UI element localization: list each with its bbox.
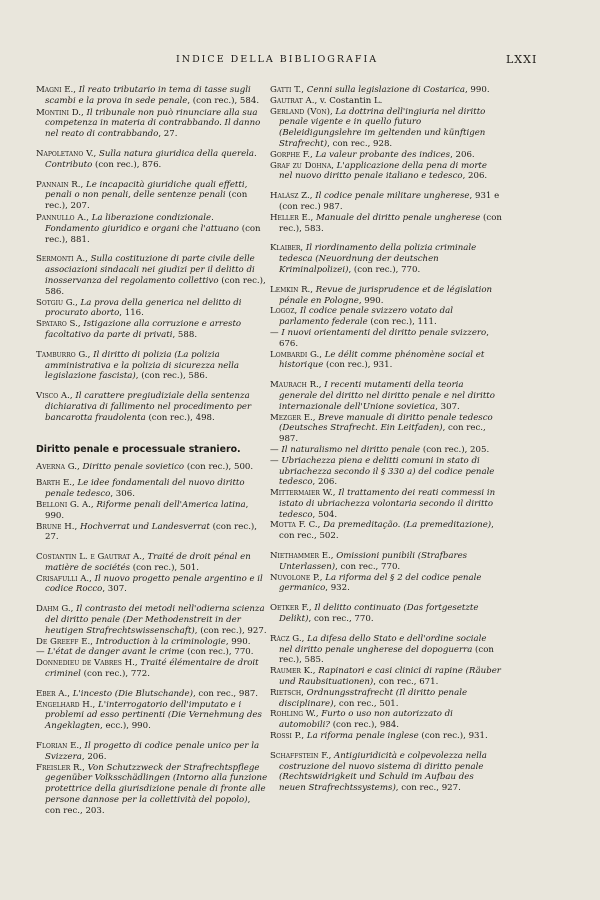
entry-title: Istigazione alla corruzione e arresto facoltativo da parte di privati — [45, 319, 242, 340]
bib-entry: Tamburro G., Il diritto di polizia (La polizia amministrativa e la polizia di sicurezza nella legislazione fascista), (con rec.), 586. — [36, 349, 240, 382]
entry-note: , 306. — [110, 489, 135, 500]
bib-entry — [270, 328, 502, 350]
entry-note: , con rec., 927. — [395, 783, 461, 794]
bib-entry: Pannain R., Le incapacità giuridiche quali effetti, penali o non penali, delle sentenze penali (con rec.), 207. — [36, 179, 248, 212]
entry-title: Manuale del diritto penale ungherese — [315, 212, 481, 223]
entry-author: Rácz G. — [270, 633, 302, 644]
entry-author: Barth E. — [36, 478, 73, 489]
entry-author: Logoz — [270, 306, 295, 317]
entry-note: , 206. — [81, 751, 107, 762]
entry-title: Il diritto di polizia (La polizia amministrativa e la polizia di sicurezza nella legislazione fascista) — [45, 349, 240, 382]
bib-entry: Crisafulli A., Il nuovo progetto penale argentino e il codice Rocco, 307. — [36, 573, 263, 595]
bib-entry: Lemkin R., Revue de jurisprudence et de législation pénale en Pologne, 990. — [270, 284, 493, 306]
entry-note: (con rec.), 876. — [92, 159, 162, 170]
entry-note: , 932. — [325, 583, 350, 594]
entry-author: Rossi P. — [270, 731, 302, 742]
entry-author: — — [270, 327, 279, 338]
entry-note: (con rec.), 984. — [329, 720, 399, 731]
entry-author: Averna G. — [36, 461, 78, 472]
entry-note: (con rec.), 501. — [130, 562, 200, 573]
bib-entry — [270, 96, 502, 107]
entry-title: Il progetto di codice penale unico per la Svizzera — [45, 741, 260, 762]
entry-author: Eber A. — [36, 688, 68, 699]
entry-note: , con rec., 928. — [327, 138, 393, 149]
entry-note: (con rec.), 583. — [279, 212, 502, 234]
entry-title: Diritto penale sovietico — [82, 461, 185, 472]
section-heading: Diritto penale e processuale straniero. — [36, 443, 241, 455]
entry-author: Tamburro G. — [36, 349, 88, 360]
entry-note: , 990. — [225, 636, 251, 647]
bib-entry: Graf zu Dohna, L'applicazione della pena di morte nel nuovo diritto penale italiano e tedesco, 206. — [270, 160, 488, 182]
bib-entry: Sermonti A., Sulla costituzione di parte civile delle associazioni sindacali nei giudizi per il delitto di inosservanza del regolamento collettivo (con rec.), 586. — [36, 254, 266, 297]
entry-note: , con rec., 770. — [308, 614, 374, 625]
entry-title: I nuovi orientamenti del diritto penale svizzero — [281, 327, 487, 338]
bib-entry: De Greeff E., Introduction à la criminologie, 990. — [36, 636, 251, 647]
entry-title: Il codice penale militare ungherese — [315, 191, 470, 202]
entry-author: Klaiber — [270, 243, 301, 254]
header-title: INDICE DELLA BIBLIOGRAFIA — [176, 54, 379, 65]
entry-title: Il carattere pregiudiziale della sentenza dichiarativa di fallimento nel procedimento per bancarotta fraudolenta — [45, 391, 252, 423]
entry-title: Rapinatori e casi clinici di rapine (Räuber und Raubsituationen) — [279, 666, 501, 688]
bib-entry: Mittermaier W., Il trattamento dei reati commessi in istato di ubriachezza volontaria secondo il diritto tedesco, 504. — [270, 488, 496, 520]
entry-title: Revue de jurisprudence et de législation pénale en Pologne — [279, 284, 493, 306]
entry-author: Crisafulli A. — [36, 573, 90, 584]
entry-note: , 206. — [450, 149, 475, 160]
bib-entry: Gatti T., Cenni sulla legislazione di Costarica, 990. — [270, 85, 490, 95]
entry-note: (con rec.), 27. — [45, 521, 258, 543]
entry-title: Il riordinamento della polizia criminale tedesca (Neuordnung der deutschen Kriminalpolizei) — [279, 243, 477, 275]
entry-note: , con rec., 671. — [373, 677, 439, 688]
entry-note: , (con rec.), 586. — [135, 371, 208, 382]
entry-title: Il nuovo progetto penale argentino e il codice Rocco — [45, 573, 263, 595]
bib-entry: Averna G., Diritto penale sovietico (con rec.), 500. — [36, 461, 254, 472]
entry-author: Lombardi G. — [270, 349, 320, 360]
bib-entry: Engelhard H., L'interrogatorio dell'imputato e i problemi ad esso pertinenti (Die Vernehmung des Angeklagten, ecc.), 990. — [36, 699, 262, 732]
entry-author: Niethammer E. — [270, 551, 331, 562]
entry-author: Rietsch — [270, 687, 302, 698]
entry-note: , con rec., 987. — [279, 423, 486, 445]
entry-title: Traité élémentaire de droit criminel — [45, 658, 259, 680]
entry-author: Dahm G. — [36, 604, 71, 615]
entry-title: Traité de droit pénal en matière de sociétés — [45, 552, 251, 573]
entry-author: — — [270, 455, 279, 466]
entry-author: Montini D. — [36, 107, 82, 118]
entry-title: Il delitto continuato (Das fortgesetzte Delikt) — [279, 603, 479, 625]
bib-entry — [270, 445, 502, 456]
entry-title: La riforma penale inglese — [306, 731, 419, 742]
entry-author: Gatti T. — [270, 85, 302, 95]
entry-title: La valeur probante des indices — [315, 149, 451, 160]
entry-note: , (con rec.), 927. — [194, 625, 267, 636]
entry-title: La dottrina dell'ingiuria nel diritto penale vigente e in quello futuro (Beleidigungslehre im geltenden und künftigen Strafrecht) — [279, 106, 486, 149]
entry-title: Sulla costituzione di parte civile delle associazioni sindacali nei giudizi per il delitto di inosservanza del regolamento collettivo — [45, 254, 255, 286]
entry-note: , 990. — [45, 499, 249, 521]
bib-entry: Magni E., Il reato tributario in tema di tasse sugli scambi e la prova in sede penale, (con rec.), 584. — [36, 85, 260, 106]
bib-entry: Florian E., Il progetto di codice penale unico per la Svizzera, 206. — [36, 741, 260, 762]
bib-entry: Gorphe F., La valeur probante des indices, 206. — [270, 149, 475, 160]
entry-note: , con rec., 770. — [335, 561, 401, 572]
entry-author: Magni E. — [36, 85, 74, 95]
entry-title: Riforme penali dell'America latina — [96, 499, 246, 510]
entry-note: , 307. — [435, 401, 460, 412]
entry-note: , ecc.), 990. — [99, 721, 151, 732]
bib-entry: Niethammer E., Omissioni punibili (Strafbares Unterlassen), con rec., 770. — [270, 551, 468, 572]
entry-title: Von Schutzzweck der Strafrechtspflege gegenüber Volksschädlingen (Intorno alla funzione protettrice della giurisdizione penale di fronte alle persone dannose per la collettività del popolo) — [45, 762, 268, 806]
entry-title: Il tribunale non può rinunciare alla sua competenza in materia di contrabbando. Il danno nel reato di contrabbando — [45, 107, 261, 140]
entry-title: Il trattamento dei reati commessi in istato di ubriachezza volontaria secondo il diritto tedesco — [279, 488, 496, 520]
entry-author: Lemkin R. — [270, 284, 311, 295]
entry-note: (con rec.), 585. — [279, 644, 494, 666]
entry-note: , 990. — [358, 295, 384, 306]
bib-entry — [36, 647, 268, 658]
entry-author: Rohling W. — [270, 709, 316, 720]
entry-note: (con rec.), 207. — [45, 190, 248, 212]
entry-title: Omissioni punibili (Strafbares Unterlassen) — [279, 551, 468, 572]
entry-title: Sulla natura giuridica della querela. Contributo — [45, 148, 257, 170]
entry-author: Gerland (Von) — [270, 106, 330, 117]
entry-note: , 206. — [462, 171, 488, 182]
bib-entry: Klaiber, Il riordinamento della polizia criminale tedesca (Neuordnung der deutschen Kriminalpolizei), (con rec.), 770. — [270, 243, 477, 275]
bib-entry: Napoletano V., Sulla natura giuridica della querela. Contributo (con rec.), 876. — [36, 148, 257, 170]
bib-entry: Mezger E., Breve manuale di diritto penale tedesco (Deutsches Strafrecht. Ein Leitfaden), con rec., 987. — [270, 412, 493, 445]
bib-entry: Sotgiu G., La prova della generica nel delitto di procurato aborto, 116. — [36, 297, 242, 319]
bib-entry: Motta F. C., Da premeditação. (La premeditazione), con rec., 502. — [270, 520, 494, 542]
entry-title: L'applicazione della pena di morte nel nuovo diritto penale italiano e tedesco — [279, 160, 487, 182]
entry-title: Il reato tributario in tema di tasse sugli scambi e la prova in sede penale — [45, 85, 251, 106]
entry-author: Costantin L. e Gautrat A. — [36, 552, 142, 563]
entry-note: (con rec.), 881. — [45, 223, 261, 245]
entry-title: Il naturalismo nel diritto penale — [281, 444, 421, 455]
entry-author: Heller E. — [270, 212, 311, 223]
entry-title: L'interrogatorio dell'imputato e i problemi ad esso pertinenti (Die Vernehmung des Angeklagten — [45, 699, 262, 732]
bib-entry: Donnedieu de Vabres H., Traité élémentaire de droit criminel (con rec.), 772. — [36, 658, 259, 680]
entry-title: L'incesto (Die Blutschande) — [72, 688, 193, 699]
entry-title: Le délit comme phénomène social et historique — [279, 349, 485, 371]
entry-title: Ubriachezza piena e delitti comuni in stato di ubriachezza secondo il § 330 a) del codice penale tedesco — [279, 455, 495, 488]
entry-author: Sotgiu G. — [36, 297, 76, 308]
entry-author: Mittermaier W. — [270, 488, 333, 499]
entry-author: Gautrat A. — [270, 95, 315, 106]
entry-note: , 588. — [172, 329, 198, 340]
entry-note: , 27. — [158, 129, 178, 140]
entry-title: I recenti mutamenti della teoria generale del diritto nel diritto penale e nel diritto internazionale dell'Unione sovietica — [279, 380, 495, 412]
bib-entry: Rohling W., Furto o uso non autorizzato di automobili? (con rec.), 984. — [270, 709, 453, 731]
bib-entry: Rácz G., La difesa dello Stato e dell'ordine sociale nel diritto penale ungherese del dopoguerra (con rec.), 585. — [270, 633, 494, 666]
bib-entry: Oetker F., Il delitto continuato (Das fortgesetzte Delikt), con rec., 770. — [270, 603, 479, 625]
entry-author: Maurach R. — [270, 380, 319, 391]
bib-entry: Raumer K., Rapinatori e casi clinici di rapine (Räuber und Raubsituationen), con rec., 671. — [270, 666, 501, 688]
entry-author: Brune H. — [36, 521, 75, 532]
running-header — [0, 54, 600, 68]
bib-entry: Brune H., Hochverrat und Landesverrat (con rec.), 27. — [36, 521, 258, 543]
bib-entry: Dahm G., Il contrasto dei metodi nell'odierna scienza del diritto penale (Der Methodenstreit in der heutigen Strafrechtswissenschaft), (con rec.), 927. — [36, 604, 267, 636]
entry-author: — — [36, 647, 45, 658]
bib-entry: Barth E., Le idee fondamentali del nuovo diritto penale tedesco, 306. — [36, 478, 245, 500]
entry-note: , 676. — [279, 327, 489, 349]
bib-entry: Lombardi G., Le délit comme phénomène social et historique (con rec.), 931. — [270, 349, 485, 371]
entry-author: Mezger E. — [270, 412, 313, 423]
right-column — [270, 85, 502, 794]
entry-note: (con rec.), 770. — [184, 647, 254, 658]
entry-author: Donnedieu de Vabres H. — [36, 658, 135, 669]
entry-author: Nuvolone P. — [270, 572, 320, 583]
bib-entry: Rietsch, Ordnungsstrafrecht (Il diritto penale disciplinare), con rec., 501. — [270, 687, 468, 709]
entry-author: — — [270, 444, 279, 455]
entry-title: Introduction à la criminologie — [95, 636, 226, 647]
entry-title: Furto o uso non autorizzato di automobili? — [279, 709, 453, 731]
entry-title: L'état de danger avant le crime — [47, 647, 185, 658]
entry-author: Motta F. C. — [270, 520, 318, 531]
page-number: LXXI — [506, 53, 538, 66]
entry-author: Pannullo A. — [36, 212, 87, 223]
bib-entry: Freisler R., Von Schutzzweck der Strafrechtspflege gegenüber Volksschädlingen (Intorno alla funzione protettrice della giurisdizione penale di fronte alle persone dannose per la collettività del popolo), con rec., 203. — [36, 762, 268, 816]
entry-note: , (con rec.), 584. — [187, 95, 260, 106]
entry-note: , con rec., 203. — [45, 795, 251, 816]
entry-title: Le idee fondamentali del nuovo diritto penale tedesco — [45, 478, 245, 500]
left-column — [36, 85, 268, 817]
entry-author: Halász Z. — [270, 191, 310, 202]
entry-author: Visco A. — [36, 391, 70, 402]
bib-entry: Schaffstein F., Antigiuridicità e colpevolezza nella costruzione del nuovo sistema di diritto penale (Rechtswidrigkeit und Schuld im Aufbau des neuen Strafrechtssystems), con rec., 927. — [270, 750, 487, 794]
bib-entry: Visco A., Il carattere pregiudiziale della sentenza dichiarativa di fallimento nel procedimento per bancarotta fraudolenta (con rec.), 498. — [36, 391, 252, 423]
entry-title: Cenni sulla legislazione di Costarica — [306, 85, 465, 95]
entry-note: , 931 e (con rec.) 987. — [279, 191, 500, 212]
entry-title: Il codice penale svizzero votato dal parlamento federale — [279, 306, 454, 328]
entry-note: , 307. — [102, 584, 127, 595]
entry-title: Antigiuridicità e colpevolezza nella costruzione del nuovo sistema di diritto penale (Rechtswidrigkeit und Schuld im Aufbau des neuen Strafrechtssystems) — [279, 750, 487, 794]
entry-author: De Greeff E. — [36, 636, 91, 647]
entry-title: Il contrasto dei metodi nell'odierna scienza del diritto penale (Der Methodenstreit in der heutigen Strafrechtswissenschaft) — [45, 604, 265, 636]
bib-entry: Rossi P., La riforma penale inglese (con rec.), 931. — [270, 731, 488, 742]
entry-title: La riforma del § 2 del codice penale germanico — [279, 572, 482, 594]
entry-note: , v. Costantin L. — [314, 95, 383, 106]
entry-title: La prova della generica nel delitto di procurato aborto — [45, 297, 242, 319]
entry-title: Ordnungsstrafrecht (Il diritto penale disciplinare) — [279, 687, 468, 709]
entry-author: Sermonti A. — [36, 254, 86, 265]
bib-entry: Logoz, Il codice penale svizzero votato dal parlamento federale (con rec.), 111. — [270, 306, 454, 328]
entry-title: Le incapacità giuridiche quali effetti, penali o non penali, delle sentenze penali — [45, 179, 248, 201]
entry-author: Belloni G. A. — [36, 499, 91, 510]
bib-entry: Spataro S., Istigazione alla corruzione e arresto facoltativo da parte di privati, 588. — [36, 319, 242, 340]
entry-note: (con rec.), 931. — [323, 360, 393, 371]
entry-title: La difesa dello Stato e dell'ordine sociale nel diritto penale ungherese del dopoguerra — [279, 633, 487, 655]
entry-note: , 504. — [312, 509, 338, 520]
entry-title: La liberazione condizionale. Fondamento giuridico e organi che l'attuano — [45, 212, 239, 234]
entry-author: Florian E. — [36, 741, 80, 752]
entry-note: , 990. — [464, 85, 490, 95]
entry-author: Schaffstein F. — [270, 750, 329, 761]
bib-entry — [270, 456, 502, 488]
bib-entry: Gerland (Von), La dottrina dell'ingiuria nel diritto penale vigente e in quello futuro (Beleidigungslehre im geltenden und künftigen Strafrecht), con rec., 928. — [270, 106, 486, 149]
entry-note: (con rec.), 498. — [145, 412, 215, 423]
entry-note: , con rec., 987. — [192, 688, 259, 699]
bib-entry: Heller E., Manuale del diritto penale ungherese (con rec.), 583. — [270, 212, 502, 234]
entry-title: Hochverrat und Landesverrat — [79, 521, 210, 532]
entry-author: Gorphe F. — [270, 149, 311, 160]
entry-note: , con rec., 501. — [333, 698, 399, 709]
entry-author: Spataro S. — [36, 319, 78, 330]
bib-entry: Halász Z., Il codice penale militare ungherese, 931 e (con rec.) 987. — [270, 191, 500, 212]
entry-author: Graf zu Dohna — [270, 160, 332, 171]
entry-note: (con rec.), 205. — [420, 444, 490, 455]
bib-entry: Eber A., L'incesto (Die Blutschande), con rec., 987. — [36, 688, 259, 699]
entry-note: , (con rec.), 770. — [348, 264, 421, 275]
bib-entry: Belloni G. A., Riforme penali dell'America latina, 990. — [36, 499, 249, 521]
bib-entry: Nuvolone P., La riforma del § 2 del codice penale germanico, 932. — [270, 572, 482, 594]
bib-entry: Costantin L. e Gautrat A., Traité de droit pénal en matière de sociétés (con rec.), 501. — [36, 552, 251, 573]
entry-note: , 116. — [119, 308, 144, 319]
entry-note: , 206. — [312, 477, 338, 488]
entry-author: Pannain R. — [36, 179, 81, 190]
entry-note: (con rec.), 111. — [367, 317, 437, 328]
entry-title: Breve manuale di diritto penale tedesco (Deutsches Strafrecht. Ein Leitfaden) — [279, 412, 493, 434]
entry-note: (con rec.), 772. — [80, 669, 150, 680]
bib-entry: Pannullo A., La liberazione condizionale. Fondamento giuridico e organi che l'attuano (con rec.), 881. — [36, 212, 261, 245]
entry-note: (con rec.), 931. — [418, 731, 488, 742]
entry-note: (con rec.), 586. — [45, 275, 266, 297]
entry-author: Oetker F. — [270, 603, 309, 614]
entry-note: , con rec., 502. — [279, 520, 494, 542]
entry-author: Raumer K. — [270, 666, 313, 677]
entry-title: Da premeditação. (La premeditazione) — [323, 520, 492, 531]
bib-entry: Maurach R., I recenti mutamenti della teoria generale del diritto nel diritto penale e nel diritto internazionale dell'Unione sovietica, 307. — [270, 380, 495, 412]
bib-entry: Montini D., Il tribunale non può rinunciare alla sua competenza in materia di contrabbando. Il danno nel reato di contrabbando, 27. — [36, 107, 261, 140]
entry-note: (con rec.), 500. — [184, 461, 254, 472]
entry-author: Engelhard H. — [36, 699, 93, 710]
entry-author: Freisler R. — [36, 762, 83, 773]
entry-author: Napoletano V. — [36, 148, 94, 159]
